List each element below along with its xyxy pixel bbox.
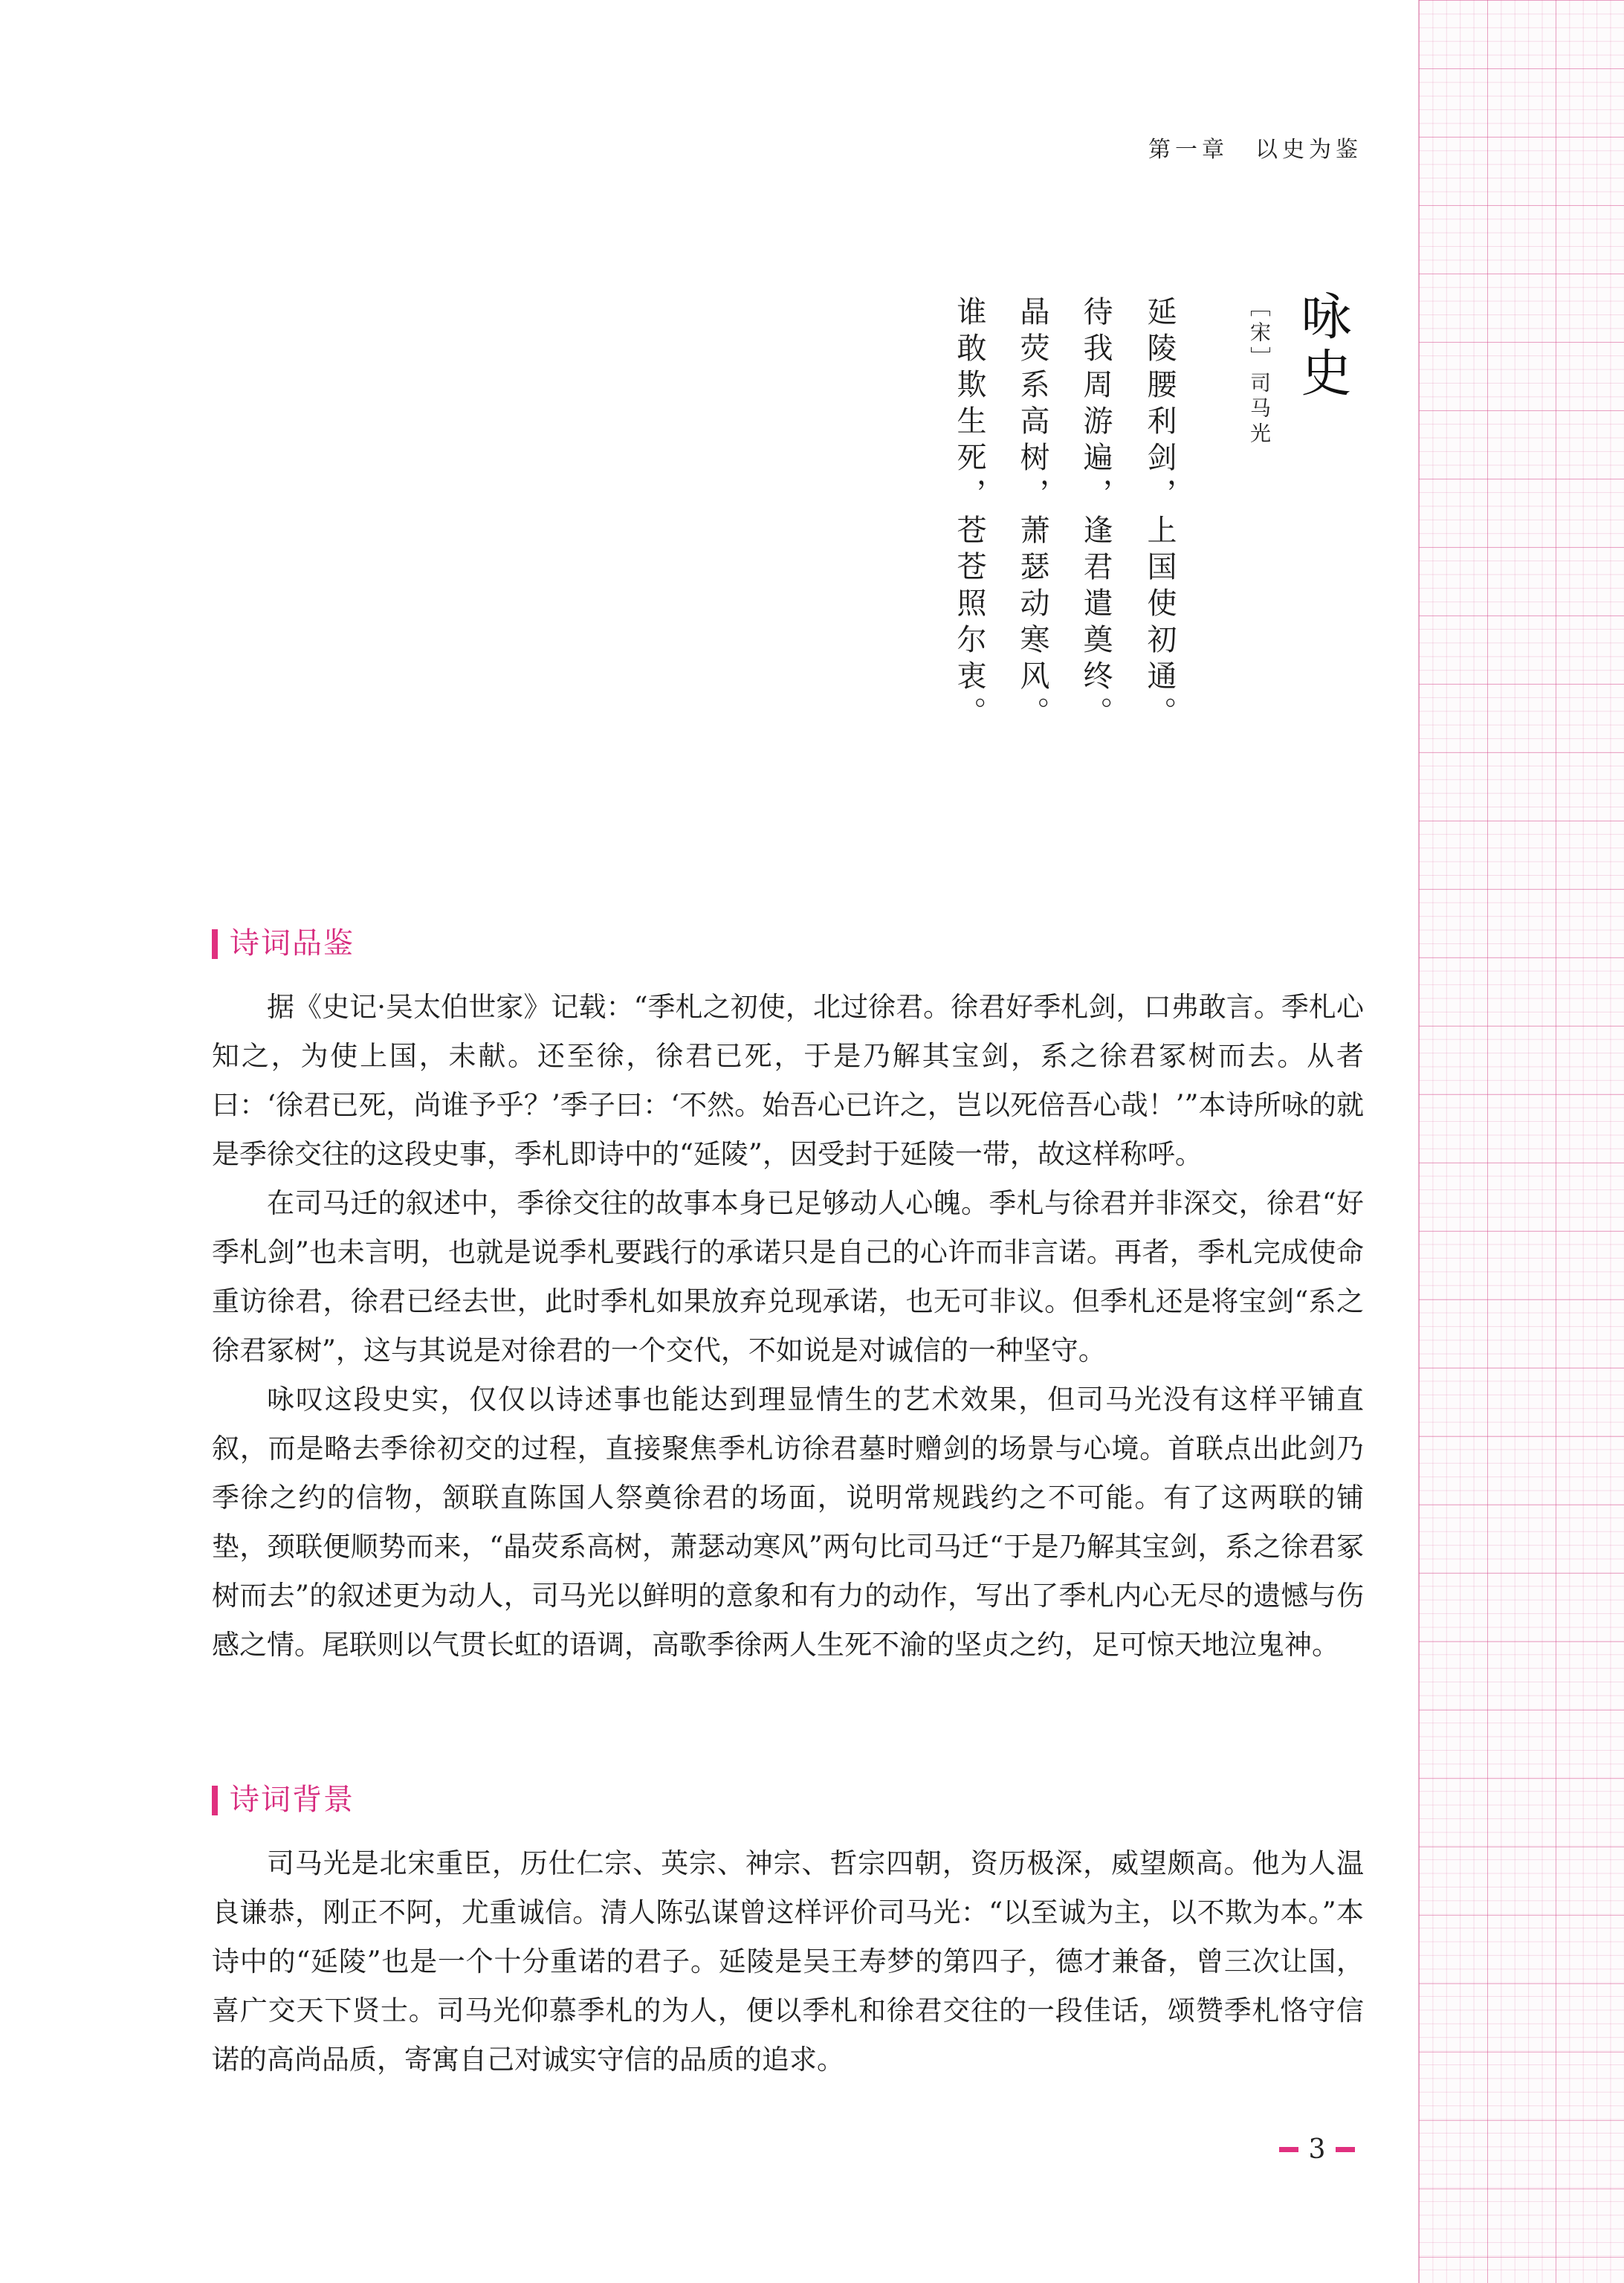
poem-line: 待我周游遍，逢君遣奠终。 [1078,296,1113,733]
page-number [1272,2133,1362,2166]
paragraph: 咏叹这段史实，仅仅以诗述事也能达到理显情生的艺术效果，但司马光没有这样平铺直叙，而是略去季徐初交的过程，直接聚焦季札访徐君墓时赠剑的场景与心境。首联点出此剑乃季徐之约的信物，颔联直陈国人祭奠徐君的场面，说明常规践约之不可能。有了这两联的铺垫，颈联便顺势而来，“晶荧系高树，萧瑟动寒风”两句比司马迁“于是乃解其宝剑，系之徐君冢树而去”的叙述更为动人，司马光以鲜明的意象和有力的动作，写出了季札内心无尽的遗憾与伤感之情。尾联则以气贯长虹的语调，高歌季徐两人生死不渝的坚贞之约，足可惊天地泣鬼神。 [212,1383,1364,1661]
section-body-background [212,1839,1364,2085]
paragraph: 据《史记·吴太伯世家》记载：“季札之初使，北过徐君。徐君好季札剑，口弗敢言。季札心知之，为使上国，未献。还至徐，徐君已死，于是乃解其宝剑，系之徐君冢树而去。从者曰：‘徐君已死，尚谁予乎？’季子曰：‘不然。始吾心已许之，岂以死倍吾心哉！’”本诗所咏的就是季徐交往的这段史事，季札即诗中的“延陵”，因受封于延陵一带，故这样称呼。 [212,991,1364,1170]
section-title-background: 诗词背景 [212,1783,355,1817]
margin-grid-paper [1418,0,1624,2283]
poem-line: 晶荧系高树，萧瑟动寒风。 [1015,296,1049,733]
page-number-left-bar [1279,2147,1298,2152]
page-number-value: 3 [1308,2134,1326,2165]
section-title-appreciation: 诗词品鉴 [212,926,355,960]
poem-title: 咏史 [1293,290,1351,403]
running-header: 第一章 以史为鉴 [1148,137,1362,163]
page-number-right-bar [1336,2147,1355,2152]
paragraph: 在司马迁的叙述中，季徐交往的故事本身已足够动人心魄。季札与徐君并非深交，徐君“好季札剑”也未言明，也就是说季札要践行的承诺只是自己的心许而非言诺。再者，季札完成使命重访徐君，徐君已经去世，此时季札如果放弃兑现承诺，也无可非议。但季札还是将宝剑“系之徐君冢树”，这与其说是对徐君的一个交代，不如说是对诚信的一种坚守。 [212,1187,1364,1366]
paragraph: 司马光是北宋重臣，历仕仁宗、英宗、神宗、哲宗四朝，资历极深，威望颇高。他为人温良谦恭，刚正不阿，尤重诚信。清人陈弘谋曾这样评价司马光：“以至诚为主，以不欺为本。”本诗中的“延陵”也是一个十分重诺的君子。延陵是吴王寿梦的第四子，德才兼备，曾三次让国，喜广交天下贤士。司马光仰慕季札的为人，便以季札和徐君交往的一段佳话，颂赞季札恪守信诺的高尚品质，寄寓自己对诚实守信的品质的追求。 [212,1847,1364,2076]
section-body-appreciation [212,983,1364,1670]
poem-author: ［宋］司马光 [1247,296,1272,448]
poem-line: 延陵腰利剑，上国使初通。 [1142,296,1177,733]
poem-line: 谁敢欺生死，苍苍照尔衷。 [952,296,986,733]
